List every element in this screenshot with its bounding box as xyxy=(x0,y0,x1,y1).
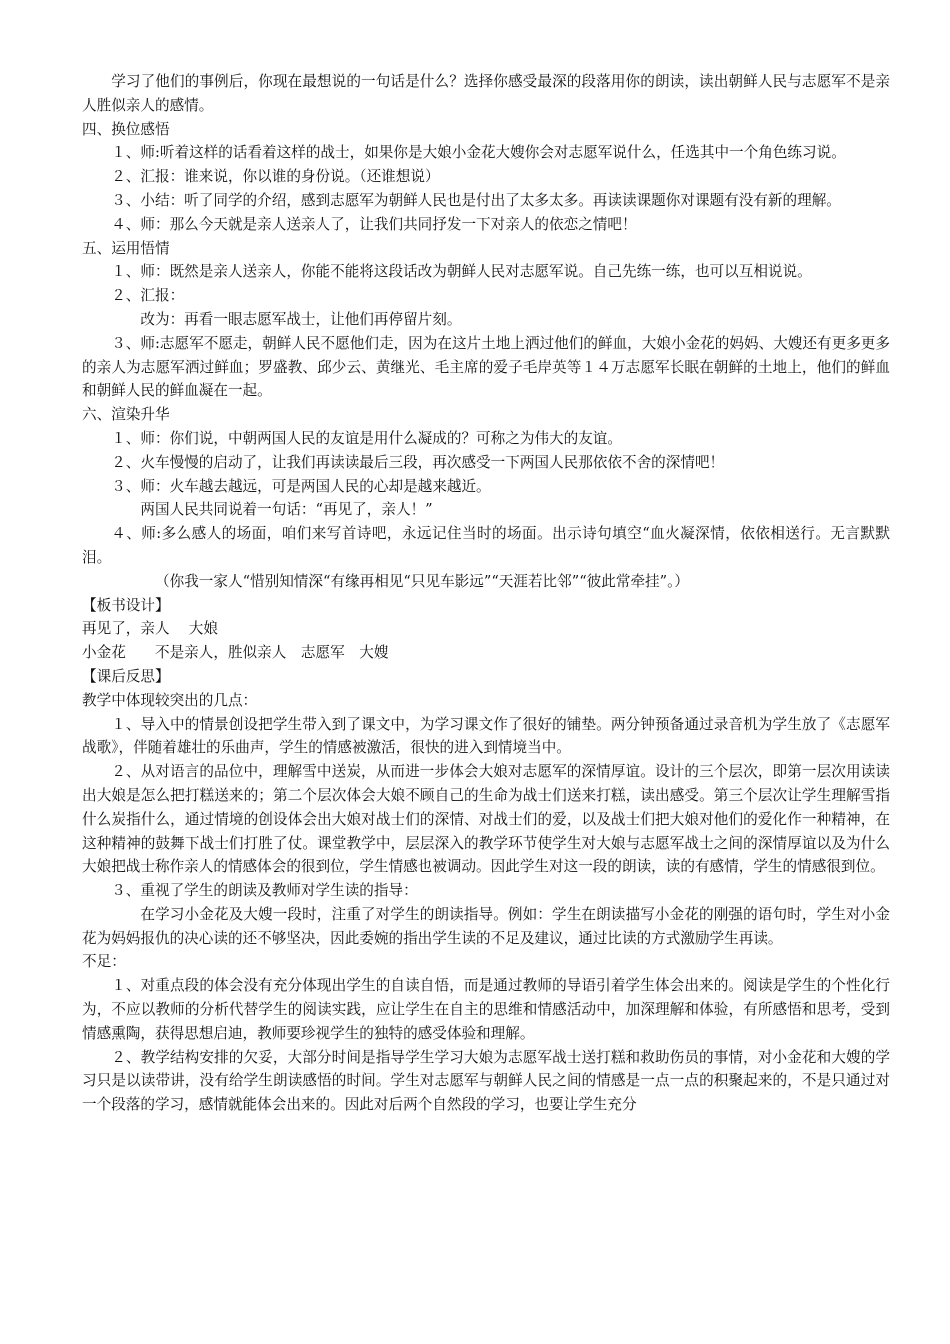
paragraph: 小金花 不是亲人，胜似亲人 志愿军 大嫂 xyxy=(82,644,389,662)
paragraph: 不足： xyxy=(82,953,126,971)
document-body xyxy=(82,70,890,1117)
paragraph: 再见了，亲人 大娘 xyxy=(82,620,218,638)
paragraph: ２、火车慢慢的启动了，让我们再读读最后三段，再次感受一下两国人民那依依不舍的深情吧！ xyxy=(111,453,725,471)
paragraph: ２、汇报：谁来说，你以谁的身份说。（还谁想说） xyxy=(111,168,440,186)
paragraph: ３、小结：听了同学的介绍，感到志愿军为朝鲜人民也是付出了太多太多。再读读课题你对课题有没有新的理解。 xyxy=(111,191,841,209)
paragraph: ２、汇报： xyxy=(111,287,185,305)
paragraph: ２、从对语言的品位中，理解雪中送炭，从而进一步体会大娘对志愿军的深情厚谊。设计的三个层次，即第一层次用读读出大娘是怎么把打糕送来的；第二个层次体会大娘不顾自己的生命为战士们送来打糕，读出感受。第三个层次让学生理解雪指什么炭指什么，通过情境的创设体会出大娘对战士们的深情、对战士们的爱，以及战士们把大娘对他们的爱化作一种精神，在这种精神的鼓舞下战士们打胜了仗。课堂教学中，层层深入的教学环节使学生对大娘与志愿军战士之间的深情厚谊以及为什么大娘把战士称作亲人的情感体会的很到位，学生情感也被调动。因此学生对这一段的朗读，读的有感情，学生的情感很到位。 xyxy=(82,763,890,876)
paragraph: 教学中体现较突出的几点： xyxy=(82,691,258,709)
paragraph: 四、换位感悟 xyxy=(82,120,170,138)
paragraph: （你我一家人“惜别知情深“有缘再相见“只见车影远”“天涯若比邻”“彼此常牵挂”。） xyxy=(155,572,689,590)
paragraph: ４、师：那么今天就是亲人送亲人了，让我们共同抒发一下对亲人的依恋之情吧！ xyxy=(111,215,637,233)
paragraph: 六、渲染升华 xyxy=(82,406,170,424)
paragraph: １、师：既然是亲人送亲人，你能不能将这段话改为朝鲜人民对志愿军说。自己先练一练，也可以互相说说。 xyxy=(111,263,812,281)
paragraph: 在学习小金花及大嫂一段时，注重了对学生的朗读指导。例如：学生在朗读描写小金花的刚强的语句时，学生对小金花为妈妈报仇的决心读的还不够坚决，因此委婉的指出学生读的不足及建议，通过比读的方式激励学生再读。 xyxy=(82,905,890,947)
paragraph: ２、教学结构安排的欠妥，大部分时间是指导学生学习大娘为志愿军战士送打糕和救助伤员的事情，对小金花和大嫂的学习只是以读带讲，没有给学生朗读感悟的时间。学生对志愿军与朝鲜人民之间的情感是一点一点的积聚起来的，不是只通过对一个段落的学习，感情就能体会出来的。因此对后两个自然段的学习，也要让学生充分 xyxy=(82,1048,890,1114)
paragraph: 【课后反思】 xyxy=(82,667,170,685)
paragraph: １、对重点段的体会没有充分体现出学生的自读自悟，而是通过教师的导语引着学生体会出来的。阅读是学生的个性化行为，不应以教师的分析代替学生的阅读实践，应让学生在自主的思维和情感活动中，加深理解和体验，有所感悟和思考，受到情感熏陶，获得思想启迪，教师要珍视学生的独特的感受体验和理解。 xyxy=(82,977,890,1042)
paragraph: 改为：再看一眼志愿军战士，让他们再停留片刻。 xyxy=(140,310,462,328)
paragraph: １、师：你们说，中朝两国人民的友谊是用什么凝成的？可称之为伟大的友谊。 xyxy=(111,429,622,447)
paragraph: ４、师:多么感人的场面，咱们来写首诗吧，永远记住当时的场面。出示诗句填空“血火凝深情，依依相送行。无言默默泪。 xyxy=(82,525,890,566)
paragraph: 五、运用悟情 xyxy=(82,239,170,257)
paragraph: ３、重视了学生的朗读及教师对学生读的指导： xyxy=(111,882,418,900)
paragraph: １、师:听着这样的话看着这样的战士，如果你是大娘小金花大嫂你会对志愿军说什么，任选其中一个角色练习说。 xyxy=(111,144,846,162)
paragraph: 两国人民共同说着一句话：“再见了，亲人！” xyxy=(140,501,433,519)
paragraph: 学习了他们的事例后，你现在最想说的一句话是什么？选择你感受最深的段落用你的朗读，读出朝鲜人民与志愿军不是亲人胜似亲人的感情。 xyxy=(82,73,890,114)
paragraph: １、导入中的情景创设把学生带入到了课文中，为学习课文作了很好的铺垫。两分钟预备通过录音机为学生放了《志愿军战歌》，伴随着雄壮的乐曲声，学生的情感被激活，很快的进入到情境当中。 xyxy=(82,715,890,757)
paragraph: ３、师:志愿军不愿走，朝鲜人民不愿他们走，因为在这片土地上洒过他们的鲜血，大娘小金花的妈妈、大嫂还有更多更多的亲人为志愿军洒过鲜血；罗盛教、邱少云、黄继光、毛主席的爱子毛岸英等１４万志愿军长眠在朝鲜的土地上，他们的鲜血和朝鲜人民的鲜血凝在一起。 xyxy=(82,334,890,400)
paragraph: 【板书设计】 xyxy=(82,596,170,614)
paragraph: ３、师：火车越去越远，可是两国人民的心却是越来越近。 xyxy=(111,477,491,495)
